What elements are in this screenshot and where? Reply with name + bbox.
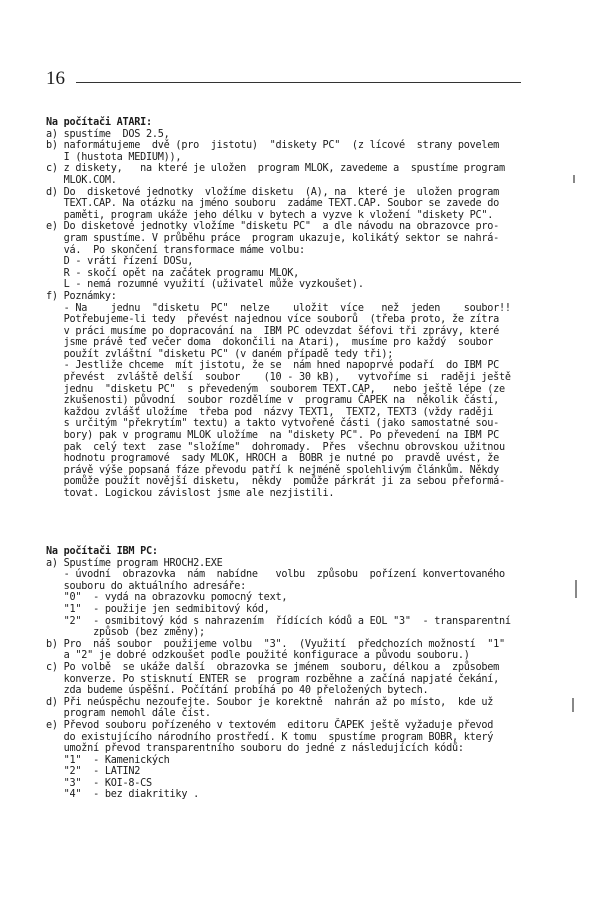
text-line: b) naformátujeme dvě (pro jistotu) "diskety PC" (z lícové strany povelem (46, 140, 500, 152)
text-line: "1" - použije jen sedmibitový kód, (46, 603, 270, 615)
text-line: pomůže použít novější disketu, někdy pomůže párkrát ji za sebou přeformá- (46, 476, 505, 488)
text-line: R - skočí opět na začátek programu MLOK, (46, 267, 299, 279)
text-line: program nemohl dále číst. (46, 708, 211, 720)
text-line: převést zvláště delší soubor (10 - 30 kB), vytvoříme si raději ještě (46, 372, 511, 384)
text-line: souboru do aktuálního adresáře: (46, 580, 247, 592)
text-line: gram spustíme. V průběhu práce program ukazuje, kolikátý sektor se nahrá- (46, 232, 500, 244)
text-line: zkušenosti) původní soubor rozdělíme v programu ČAPEK na několik částí, (46, 395, 500, 407)
text-line: a) spustíme DOS 2.5, (46, 128, 170, 140)
text-line: umožní převod transparentního souboru do jedné z následujících kódů: (46, 743, 464, 755)
text-line: D - vrátí řízení DOSu, (46, 256, 194, 268)
text-line: L - nemá rozumné využití (uživatel může vyzkoušet). (46, 279, 364, 291)
text-line: v práci musíme po dopracování na IBM PC odevzdat šéfovi tři zprávy, které (46, 325, 500, 337)
text-line: paměti, program ukáže jeho délku v bytech a vyzve k vložení "diskety PC". (46, 209, 494, 221)
margin-mark (573, 175, 575, 183)
text-line: zda budeme úspěšní. Počítání probíhá po 40 přeložených bytech. (46, 685, 429, 697)
text-line: "2" - LATIN2 (46, 766, 141, 778)
text-line: a) Spustíme program HROCH2.EXE (46, 557, 223, 569)
section-heading: Na počítači ATARI: (46, 117, 152, 128)
text-line: c) Po volbě se ukáže další obrazovka se jménem souboru, délkou a způsobem (46, 661, 500, 673)
text-line: - Jestliže chceme mít jistotu, že se nám hned napoprvé podaří do IBM PC (46, 360, 500, 372)
margin-mark (575, 580, 577, 598)
section-ibm-pc (46, 546, 536, 801)
text-line: d) Do disketové jednotky vložíme disketu (A), na které je uložen program (46, 186, 500, 198)
text-line: b) Pro náš soubor použijeme volbu "3". (Využití předchozích možností "1" (46, 638, 505, 650)
text-line: - úvodní obrazovka nám nabídne volbu způsobu pořízení konvertovaného (46, 569, 505, 581)
text-line: - Na jednu "disketu PC" nelze uložit více než jeden soubor!! (46, 302, 511, 314)
text-line: "1" - Kamenických (46, 754, 170, 766)
text-line: jsme právě teď večer doma dokončili na Atari), musíme pro každý soubor (46, 337, 494, 349)
text-line: konverze. Po stisknutí ENTER se program rozběhne a začíná napjaté čekání, (46, 673, 500, 685)
text-line: "2" - osmibitový kód s nahrazením řídících kódů a EOL "3" - transparentní (46, 615, 511, 627)
text-line: I (hustota MEDIUM)), (46, 151, 182, 163)
text-line: hodnotu programové sady MLOK, HROCH a BOBR je nutné po pravdě uvést, že (46, 453, 500, 465)
text-line: způsob (bez změny); (46, 627, 205, 639)
text-line: c) z diskety, na které je uložen program MLOK, zavedeme a spustíme program (46, 163, 505, 175)
text-line: pak celý text zase "složíme" dohromady. Přes všechnu obrovskou užitnou (46, 441, 505, 453)
section-heading: Na počítači IBM PC: (46, 546, 158, 557)
text-line: bory) pak v programu MLOK uložíme na "diskety PC". Po převedení na IBM PC (46, 430, 500, 442)
page-number: 16 (46, 68, 65, 89)
text-line: do existujícího národního prostředí. K tomu spustíme program BOBR, který (46, 731, 494, 743)
text-line: "0" - vydá na obrazovku pomocný text, (46, 592, 288, 604)
margin-mark (572, 698, 574, 712)
text-line: e) Do disketové jednotky vložíme "disketu PC" a dle návodu na obrazovce pro- (46, 221, 500, 233)
text-line: s určitým "překrytím" textu) a takto vytvořené části (jako samostatné sou- (46, 418, 500, 430)
text-line: tovat. Logickou závislost jsme ale nezjistili. (46, 488, 335, 499)
text-line: MLOK.COM. (46, 174, 117, 186)
header-rule (76, 82, 521, 83)
text-line: právě výše popsaná fáze převodu patří k nejméně spolehlivým článkům. Někdy (46, 464, 500, 476)
text-line: vá. Po skončení transformace máme volbu: (46, 244, 305, 256)
page-header (46, 68, 526, 92)
text-line: "4" - bez diakritiky . (46, 789, 199, 801)
text-line: jednu "disketu PC" s převedeným souborem TEXT.CAP, nebo ještě lépe (ze (46, 383, 505, 395)
text-line: TEXT.CAP. Na otázku na jméno souboru zadáme TEXT.CAP. Soubor se zavede do (46, 198, 500, 210)
text-line: f) Poznámky: (46, 290, 117, 302)
section-atari (46, 117, 536, 500)
text-line: Potřebujeme-li tedy převést najednou více souborů (třeba proto, že zítra (46, 314, 500, 326)
text-line: e) Převod souboru pořízeného v textovém editoru ČAPEK ještě vyžaduje převod (46, 719, 494, 731)
text-line: "3" - KOI-8-CS (46, 777, 152, 789)
text-line: použít zvláštní "disketu PC" (v daném případě tedy tři); (46, 348, 394, 360)
text-line: každou zvlášť uložíme třeba pod názvy TEXT1, TEXT2, TEXT3 (vždy raději (46, 406, 494, 418)
text-line: d) Při neúspěchu nezoufejte. Soubor je korektně nahrán až po místo, kde už (46, 696, 494, 708)
text-line: a "2" je dobré odzkoušet podle použité konfigurace a původu souboru.) (46, 650, 470, 662)
